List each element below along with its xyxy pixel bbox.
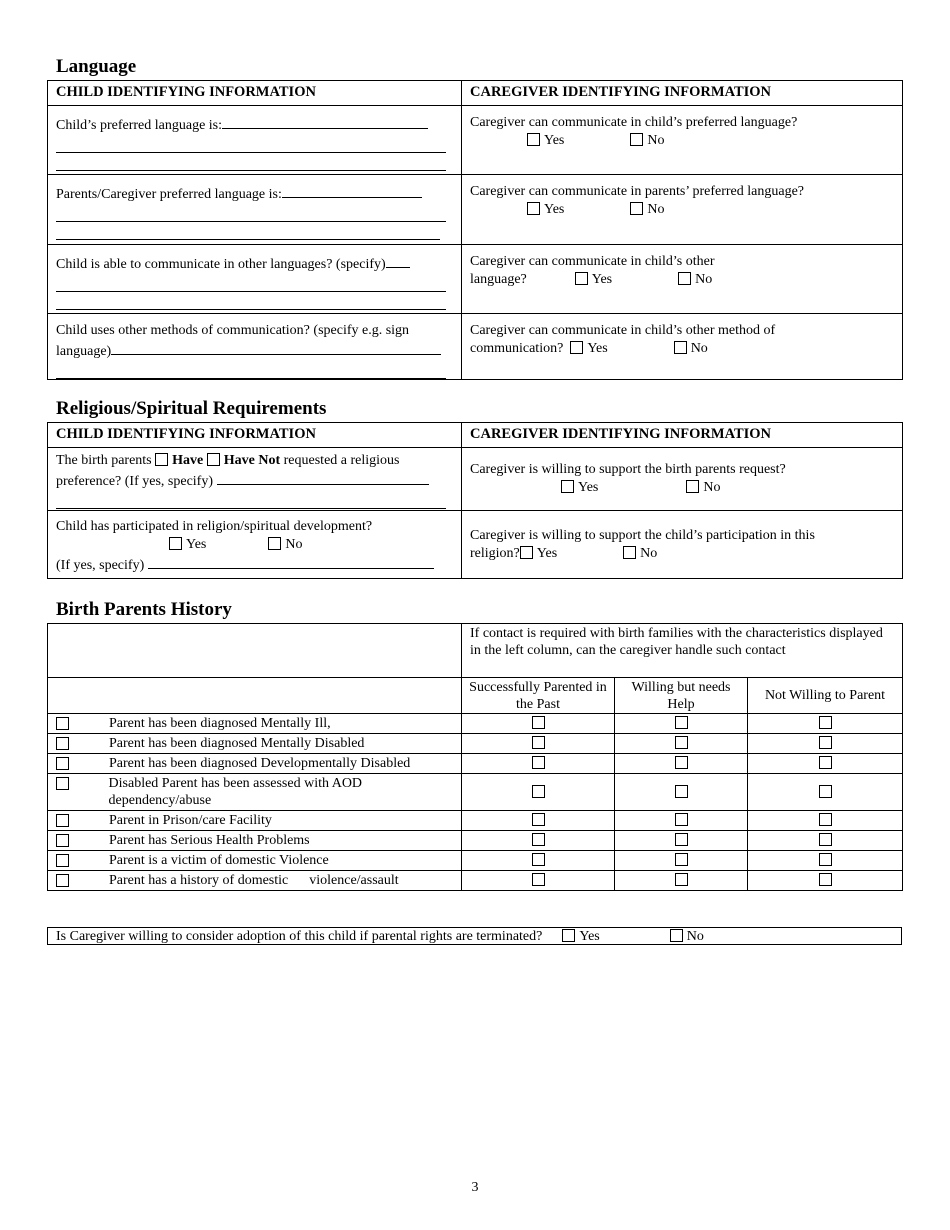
child-preferred-language-line-2[interactable] bbox=[56, 135, 446, 153]
not-willing-cell bbox=[748, 774, 903, 811]
religious-col-caregiver-header: CAREGIVER IDENTIFYING INFORMATION bbox=[462, 423, 903, 448]
caregiver-other-method-question: Caregiver can communicate in child’s other method of bbox=[470, 323, 776, 338]
religious-col-child-header: CHILD IDENTIFYING INFORMATION bbox=[48, 423, 462, 448]
successfully-parented-cell bbox=[462, 811, 615, 831]
birth-parent-row bbox=[48, 754, 903, 774]
successfully-parented-checkbox[interactable] bbox=[532, 785, 545, 798]
child-religion-participation-question: Child has participated in religion/spiritual development? bbox=[56, 519, 373, 534]
religious-table bbox=[47, 422, 903, 579]
no-label: No bbox=[647, 133, 665, 148]
willing-needs-help-checkbox[interactable] bbox=[675, 853, 688, 866]
characteristic-label: Parent has Serious Health Problems bbox=[109, 833, 310, 848]
child-other-methods-label-cont: language) bbox=[56, 344, 112, 359]
characteristic-label: Disabled Parent has been assessed with AOD dependency/abuse bbox=[108, 776, 366, 808]
caregiver-parents-language-yes-checkbox[interactable] bbox=[527, 202, 540, 215]
not-willing-checkbox[interactable] bbox=[819, 813, 832, 826]
successfully-parented-cell bbox=[462, 831, 615, 851]
caregiver-other-method-yes-checkbox[interactable] bbox=[570, 341, 583, 354]
yes-label: Yes bbox=[544, 133, 565, 148]
successfully-parented-checkbox[interactable] bbox=[532, 833, 545, 846]
birth-parents-religion-text: The birth parents bbox=[56, 453, 152, 468]
col-not-willing: Not Willing to Parent bbox=[748, 678, 903, 714]
not-willing-checkbox[interactable] bbox=[819, 785, 832, 798]
child-other-methods-field[interactable] bbox=[111, 340, 441, 355]
child-religion-no-checkbox[interactable] bbox=[268, 537, 281, 550]
language-table bbox=[47, 80, 903, 380]
birth-parent-characteristic bbox=[48, 774, 462, 811]
caregiver-other-language-no-checkbox[interactable] bbox=[678, 272, 691, 285]
adoption-question: Is Caregiver willing to consider adoption of this child if parental rights are terminated? bbox=[56, 929, 543, 944]
birth-parent-row bbox=[48, 871, 903, 891]
birth-parent-row bbox=[48, 831, 903, 851]
birth-parents-intro: If contact is required with birth families with the characteristics displayed in the left column, can the caregiver handle such contact bbox=[462, 624, 903, 678]
not-willing-cell bbox=[748, 734, 903, 754]
willing-needs-help-checkbox[interactable] bbox=[675, 785, 688, 798]
birth-parents-blank-cell bbox=[48, 624, 462, 678]
caregiver-support-child-question: Caregiver is willing to support the child’s participation in this bbox=[470, 528, 815, 543]
child-religion-specify-label: (If yes, specify) bbox=[56, 558, 145, 573]
not-willing-checkbox[interactable] bbox=[819, 756, 832, 769]
successfully-parented-cell bbox=[462, 754, 615, 774]
not-willing-cell bbox=[748, 851, 903, 871]
characteristic-checkbox[interactable] bbox=[56, 777, 69, 790]
willing-needs-help-cell bbox=[615, 831, 748, 851]
caregiver-support-child-question-cont: religion? bbox=[470, 546, 520, 561]
yes-label: Yes bbox=[591, 272, 613, 287]
col-successfully-parented: Successfully Parented in the Past bbox=[462, 678, 615, 714]
have-not-checkbox[interactable] bbox=[207, 453, 220, 466]
yes-label: Yes bbox=[587, 341, 608, 356]
birth-parent-row bbox=[48, 714, 903, 734]
successfully-parented-checkbox[interactable] bbox=[532, 716, 545, 729]
caregiver-other-method-question-cont: communication? bbox=[470, 341, 564, 356]
no-label: No bbox=[640, 546, 658, 561]
birth-parent-row bbox=[48, 851, 903, 871]
successfully-parented-checkbox[interactable] bbox=[532, 873, 545, 886]
successfully-parented-cell bbox=[462, 774, 615, 811]
page-number: 3 bbox=[471, 1180, 479, 1195]
characteristic-checkbox[interactable] bbox=[56, 717, 69, 730]
caregiver-support-parents-yes-checkbox[interactable] bbox=[561, 480, 574, 493]
religious-preference-field[interactable] bbox=[217, 470, 429, 485]
successfully-parented-cell bbox=[462, 871, 615, 891]
not-willing-cell bbox=[748, 871, 903, 891]
willing-needs-help-cell bbox=[615, 754, 748, 774]
no-label: No bbox=[686, 929, 704, 944]
characteristic-label: Parent has been diagnosed Mentally Disabled bbox=[109, 736, 365, 751]
no-label: No bbox=[647, 202, 665, 217]
parents-preferred-language-line-2[interactable] bbox=[56, 204, 446, 222]
caregiver-parents-language-no-checkbox[interactable] bbox=[630, 202, 643, 215]
caregiver-other-language-cell bbox=[462, 245, 903, 314]
yes-label: Yes bbox=[186, 537, 207, 552]
language-col-caregiver-header: CAREGIVER IDENTIFYING INFORMATION bbox=[462, 81, 903, 106]
caregiver-support-parents-question: Caregiver is willing to support the birth parents request? bbox=[470, 462, 786, 477]
willing-needs-help-cell bbox=[615, 811, 748, 831]
not-willing-cell bbox=[748, 754, 903, 774]
child-other-methods-label: Child uses other methods of communication? (specify e.g. sign bbox=[56, 323, 410, 338]
language-col-child-header: CHILD IDENTIFYING INFORMATION bbox=[48, 81, 462, 106]
parents-preferred-language-label: Parents/Caregiver preferred language is: bbox=[56, 187, 282, 202]
willing-needs-help-checkbox[interactable] bbox=[675, 833, 688, 846]
not-willing-checkbox[interactable] bbox=[819, 873, 832, 886]
caregiver-other-method-cell bbox=[462, 314, 903, 380]
willing-needs-help-cell bbox=[615, 871, 748, 891]
caregiver-other-language-question-cont: language? bbox=[470, 272, 527, 287]
characteristic-checkbox[interactable] bbox=[56, 854, 69, 867]
child-other-languages-line-2[interactable] bbox=[56, 274, 446, 292]
adoption-no-checkbox[interactable] bbox=[670, 929, 683, 942]
willing-needs-help-checkbox[interactable] bbox=[675, 736, 688, 749]
child-other-languages-field[interactable] bbox=[386, 253, 410, 268]
caregiver-support-child-yes-checkbox[interactable] bbox=[520, 546, 533, 559]
caregiver-parents-language-cell bbox=[462, 175, 903, 245]
not-willing-cell bbox=[748, 811, 903, 831]
child-religion-yes-checkbox[interactable] bbox=[169, 537, 182, 550]
willing-needs-help-cell bbox=[615, 714, 748, 734]
child-other-methods-cell bbox=[48, 314, 462, 380]
language-section-title: Language bbox=[56, 56, 137, 77]
yes-label: Yes bbox=[536, 546, 558, 561]
characteristic-label: Parent is a victim of domestic Violence bbox=[109, 853, 329, 868]
parents-preferred-language-cell bbox=[48, 175, 462, 245]
parents-preferred-language-field[interactable] bbox=[282, 183, 422, 198]
willing-needs-help-checkbox[interactable] bbox=[675, 716, 688, 729]
child-preferred-language-field[interactable] bbox=[222, 114, 428, 129]
parents-preferred-language-line-3[interactable] bbox=[56, 222, 440, 240]
no-label: No bbox=[285, 537, 303, 552]
yes-label: Yes bbox=[544, 202, 565, 217]
caregiver-other-language-yes-checkbox[interactable] bbox=[575, 272, 588, 285]
not-willing-checkbox[interactable] bbox=[819, 853, 832, 866]
birth-parent-characteristic bbox=[48, 714, 462, 734]
not-willing-checkbox[interactable] bbox=[819, 736, 832, 749]
not-willing-checkbox[interactable] bbox=[819, 716, 832, 729]
caregiver-other-language-question: Caregiver can communicate in child’s other bbox=[470, 254, 715, 269]
not-willing-checkbox[interactable] bbox=[819, 833, 832, 846]
birth-parent-characteristic bbox=[48, 871, 462, 891]
birth-parents-religion-cell bbox=[48, 448, 462, 511]
characteristic-checkbox[interactable] bbox=[56, 874, 69, 887]
caregiver-child-language-yes-checkbox[interactable] bbox=[527, 133, 540, 146]
birth-parents-religion-text-2: requested a religious bbox=[283, 453, 400, 468]
col-willing-needs-help: Willing but needs Help bbox=[615, 678, 748, 714]
birth-parent-characteristic bbox=[48, 831, 462, 851]
child-preferred-language-line-3[interactable] bbox=[56, 153, 446, 171]
successfully-parented-cell bbox=[462, 851, 615, 871]
child-other-languages-cell bbox=[48, 245, 462, 314]
characteristic-label: Parent has a history of domestic violence/assault bbox=[109, 873, 399, 888]
caregiver-support-child-no-checkbox[interactable] bbox=[623, 546, 636, 559]
characteristic-label: Parent has been diagnosed Mentally Ill, bbox=[109, 716, 331, 731]
caregiver-support-parents-cell bbox=[462, 448, 903, 511]
yes-label: Yes bbox=[579, 929, 600, 944]
characteristic-checkbox[interactable] bbox=[56, 737, 69, 750]
characteristic-checkbox[interactable] bbox=[56, 757, 69, 770]
successfully-parented-cell bbox=[462, 714, 615, 734]
willing-needs-help-cell bbox=[615, 851, 748, 871]
no-label: No bbox=[703, 480, 721, 495]
child-other-languages-line-3[interactable] bbox=[56, 292, 446, 310]
child-religion-participation-cell bbox=[48, 511, 462, 579]
religious-section-title: Religious/Spiritual Requirements bbox=[56, 398, 327, 419]
characteristic-label: Parent in Prison/care Facility bbox=[109, 813, 272, 828]
willing-needs-help-cell bbox=[615, 734, 748, 754]
successfully-parented-checkbox[interactable] bbox=[532, 813, 545, 826]
birth-parent-row bbox=[48, 734, 903, 754]
child-other-languages-label: Child is able to communicate in other languages? (specify) bbox=[56, 257, 386, 272]
religious-preference-line-2[interactable] bbox=[56, 491, 446, 509]
have-not-label: Have Not bbox=[223, 453, 281, 468]
caregiver-support-parents-no-checkbox[interactable] bbox=[686, 480, 699, 493]
no-label: No bbox=[690, 341, 708, 356]
birth-parents-table bbox=[47, 623, 903, 891]
yes-label: Yes bbox=[578, 480, 599, 495]
have-checkbox[interactable] bbox=[155, 453, 168, 466]
birth-parent-characteristic bbox=[48, 811, 462, 831]
caregiver-child-language-no-checkbox[interactable] bbox=[630, 133, 643, 146]
religious-preference-label: preference? (If yes, specify) bbox=[56, 474, 214, 489]
caregiver-child-language-question: Caregiver can communicate in child’s preferred language? bbox=[470, 115, 798, 130]
caregiver-other-method-no-checkbox[interactable] bbox=[674, 341, 687, 354]
successfully-parented-checkbox[interactable] bbox=[532, 853, 545, 866]
child-preferred-language-cell bbox=[48, 106, 462, 175]
not-willing-cell bbox=[748, 831, 903, 851]
child-religion-specify-field[interactable] bbox=[148, 554, 434, 569]
caregiver-support-child-cell bbox=[462, 511, 903, 579]
birth-parent-row bbox=[48, 811, 903, 831]
caregiver-parents-language-question: Caregiver can communicate in parents’ preferred language? bbox=[470, 184, 805, 199]
successfully-parented-checkbox[interactable] bbox=[532, 736, 545, 749]
willing-needs-help-checkbox[interactable] bbox=[675, 756, 688, 769]
adoption-yes-checkbox[interactable] bbox=[562, 929, 575, 942]
successfully-parented-checkbox[interactable] bbox=[532, 756, 545, 769]
caregiver-child-language-cell bbox=[462, 106, 903, 175]
adoption-question-row bbox=[47, 927, 902, 945]
characteristic-checkbox[interactable] bbox=[56, 814, 69, 827]
birth-parent-characteristic bbox=[48, 754, 462, 774]
not-willing-cell bbox=[748, 714, 903, 734]
child-other-methods-line-2[interactable] bbox=[56, 361, 446, 379]
characteristic-checkbox[interactable] bbox=[56, 834, 69, 847]
successfully-parented-cell bbox=[462, 734, 615, 754]
form-page bbox=[47, 55, 902, 945]
willing-needs-help-checkbox[interactable] bbox=[675, 873, 688, 886]
willing-needs-help-cell bbox=[615, 774, 748, 811]
willing-needs-help-checkbox[interactable] bbox=[675, 813, 688, 826]
child-preferred-language-label: Child’s preferred language is: bbox=[56, 118, 223, 133]
birth-parent-characteristic bbox=[48, 851, 462, 871]
birth-parent-row bbox=[48, 774, 903, 811]
birth-parent-characteristic bbox=[48, 734, 462, 754]
characteristic-label: Parent has been diagnosed Developmentally Disabled bbox=[109, 756, 411, 771]
birth-parents-blank-cell-2 bbox=[48, 678, 462, 714]
birth-parents-section-title: Birth Parents History bbox=[56, 599, 232, 620]
no-label: No bbox=[695, 272, 713, 287]
have-label: Have bbox=[172, 453, 204, 468]
